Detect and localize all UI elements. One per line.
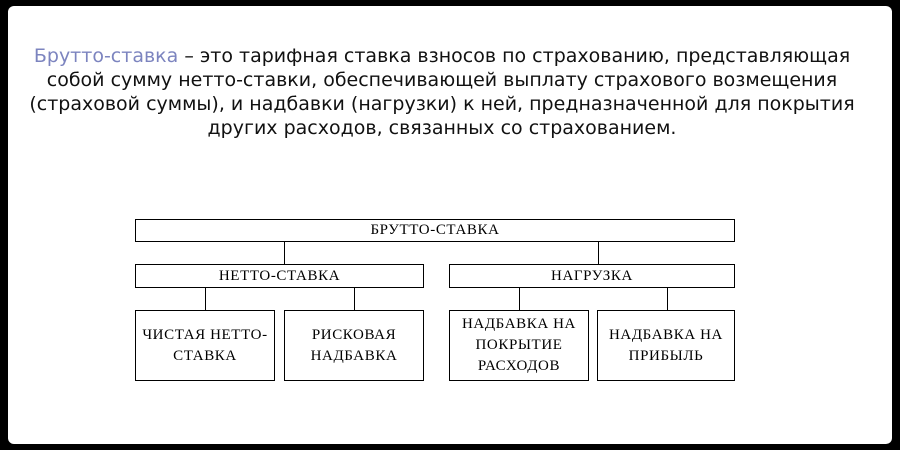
definition-body: – это тарифная ставка взносов по страхованию, представляющая собой сумму нетто-ставки, обеспечивающей выплату страхового возмещения (страховой суммы), и надбавки (нагрузки) к ней, предназначенной для покрытия других расходов, связанных со страхованием.	[29, 45, 855, 139]
connector-load-to-profit	[667, 287, 668, 310]
definition-text	[20, 44, 864, 140]
connector-root-to-load	[598, 241, 599, 264]
load-box: НАГРУЗКА	[449, 264, 735, 288]
profit-load-box: НАДБАВКА НА ПРИБЫЛЬ	[597, 310, 735, 381]
risk-load-box: РИСКОВАЯ НАДБАВКА	[284, 310, 424, 381]
connector-root-to-netto	[284, 241, 285, 264]
clean-net-rate-box: ЧИСТАЯ НЕТТО-СТАВКА	[135, 310, 275, 381]
net-rate-box: НЕТТО-СТАВКА	[135, 264, 424, 288]
connector-load-to-expense	[519, 287, 520, 310]
connector-netto-to-risk	[354, 287, 355, 310]
gross-rate-box: БРУТТО-СТАВКА	[135, 219, 735, 242]
connector-netto-to-clean	[205, 287, 206, 310]
definition-term: Брутто-ставка	[33, 45, 179, 67]
expense-load-box: НАДБАВКА НА ПОКРЫТИЕ РАСХОДОВ	[449, 310, 589, 381]
